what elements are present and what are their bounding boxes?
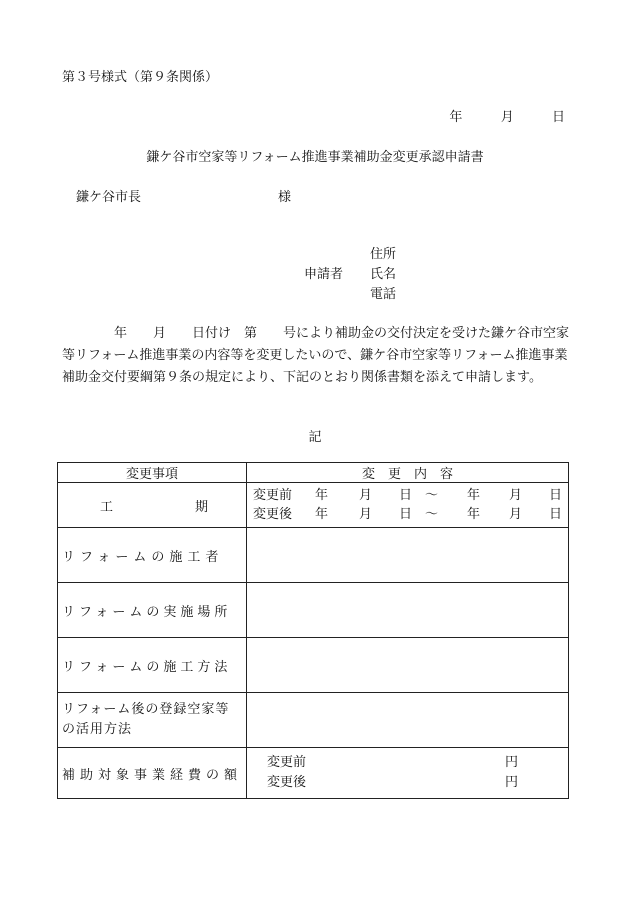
address-label: 住所 <box>370 247 397 262</box>
item-location-label: リフォームの実施場所 <box>62 604 232 620</box>
item-label-cell <box>58 583 247 638</box>
change-table <box>57 462 569 799</box>
applicant-block <box>304 245 396 305</box>
period-after-tilde: ～ <box>425 507 439 522</box>
item-method-value <box>247 638 569 693</box>
period-before-year2: 年 <box>467 488 481 503</box>
cost-before-yen: 円 <box>504 755 518 770</box>
cost-label: 補助対象事業経費の額 <box>62 767 243 783</box>
table-row <box>58 528 569 583</box>
date-line <box>449 106 565 125</box>
period-before-label: 変更前 <box>253 488 293 503</box>
usage-label-line2: の活用方法 <box>62 722 133 737</box>
period-before-day2: 日 <box>549 488 563 503</box>
cost-after-yen: 円 <box>504 775 518 790</box>
period-before-month: 月 <box>359 488 373 503</box>
table-row <box>58 748 569 799</box>
item-location-value <box>247 583 569 638</box>
form-code: 第３号様式（第９条関係） <box>62 70 219 85</box>
table-row <box>58 583 569 638</box>
header-content: 変 更 内 容 <box>247 463 569 483</box>
addressee-honorific: 様 <box>278 190 292 205</box>
period-before-day: 日 <box>399 488 413 503</box>
cost-content-cell <box>247 748 569 799</box>
table-row <box>58 693 569 748</box>
period-after-month: 月 <box>359 507 373 522</box>
item-contractor-value <box>247 528 569 583</box>
item-contractor-label: リフォームの施工者 <box>62 549 224 565</box>
period-label-cell <box>58 483 247 528</box>
table-header-row <box>58 463 569 483</box>
period-label-right: 期 <box>194 499 208 515</box>
date-month: 月 <box>500 110 514 125</box>
period-before-tilde: ～ <box>425 488 439 503</box>
item-label-cell <box>58 638 247 693</box>
ki-heading: 記 <box>308 430 322 445</box>
name-label: 氏名 <box>370 267 397 282</box>
period-content-cell <box>247 483 569 528</box>
item-label-cell <box>58 528 247 583</box>
period-row-after <box>247 505 568 524</box>
table-row <box>58 483 569 528</box>
addressee-name: 鎌ケ谷市長 <box>76 190 142 205</box>
cost-row-before <box>247 753 568 773</box>
document-title: 鎌ケ谷市空家等リフォーム推進事業補助金変更承認申請書 <box>146 150 484 165</box>
period-label-left: 工 <box>100 499 114 515</box>
period-before-year: 年 <box>315 488 329 503</box>
period-row-before <box>247 486 568 505</box>
applicant-label: 申請者 <box>304 267 344 282</box>
period-after-day2: 日 <box>549 507 563 522</box>
header-item: 変更事項 <box>58 463 247 483</box>
period-after-year2: 年 <box>467 507 481 522</box>
item-method-label: リフォームの施工方法 <box>62 659 232 675</box>
phone-label: 電話 <box>370 287 397 302</box>
cost-before-label: 変更前 <box>267 755 307 770</box>
cost-row-after <box>247 773 568 793</box>
item-label-cell <box>58 693 247 748</box>
usage-label-line1: リフォーム後の登録空家等 <box>62 702 230 717</box>
cost-label-cell <box>58 748 247 799</box>
item-usage-value <box>247 693 569 748</box>
period-before-month2: 月 <box>509 488 523 503</box>
period-after-label: 変更後 <box>253 507 293 522</box>
period-after-month2: 月 <box>509 507 523 522</box>
date-day: 日 <box>551 110 565 125</box>
period-after-day: 日 <box>399 507 413 522</box>
cost-after-label: 変更後 <box>267 775 307 790</box>
date-year: 年 <box>449 110 463 125</box>
table-row <box>58 638 569 693</box>
body-text: 年 月 日付け 第 号により補助金の交付決定を受けた鎌ケ谷市空家等リフォーム推進事業の内容等を変更したいので、鎌ケ谷市空家等リフォーム推進事業補助金交付要綱第９条の規定により、下記のとおり関係書類を添えて申請します。 <box>62 326 570 385</box>
period-after-year: 年 <box>315 507 329 522</box>
